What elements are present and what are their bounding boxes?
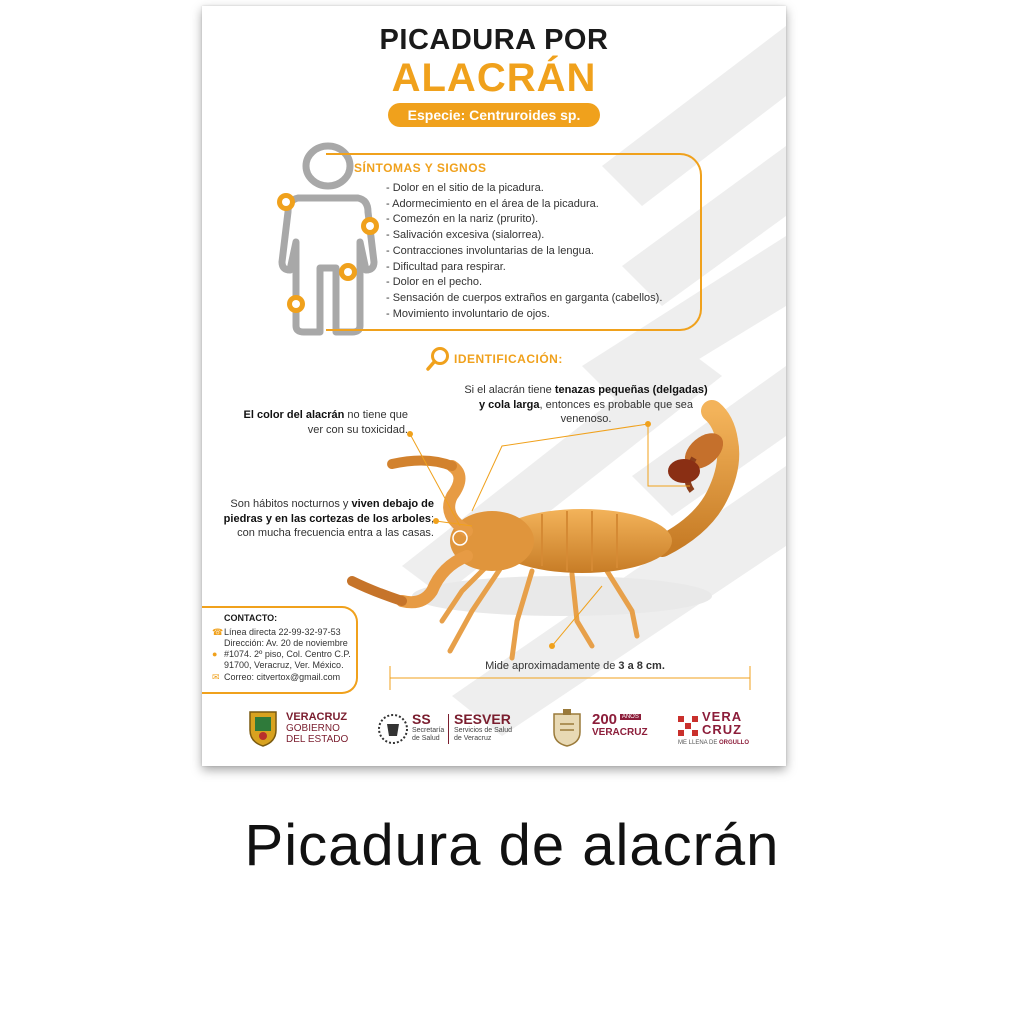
caption: Picadura de alacrán xyxy=(244,813,780,878)
veracruz-brand-line1: VERA xyxy=(702,709,743,724)
note-color-text: no tiene que ver con su toxicidad. xyxy=(307,409,408,436)
veracruz-tagline xyxy=(678,740,749,747)
veracruz-pattern-icon xyxy=(676,714,700,738)
note-color-bold: El color del alacrán xyxy=(243,409,345,421)
symptom-item: - Comezón en la nariz (prurito). xyxy=(386,213,539,226)
size-note-pre: Mide aproximadamente de xyxy=(485,660,619,672)
note-habits-pre: Son hábitos nocturnos y xyxy=(230,498,352,510)
identification-title: IDENTIFICACIÓN: xyxy=(454,352,563,366)
anniversary-word: AÑOS xyxy=(621,714,639,720)
phone-icon: ☎ xyxy=(212,627,224,637)
anniversary-number: 200 xyxy=(592,711,618,728)
sesver-logo-title: SESVER xyxy=(454,711,511,727)
note-tail-bold: tenazas pequeñas (delgadas) y cola larga xyxy=(478,384,708,411)
note-habits-post: ; con mucha frecuencia entra a las casas. xyxy=(237,512,434,539)
symptom-item: - Contracciones involuntarias de la lengua. xyxy=(386,244,594,257)
anniversary-logo xyxy=(592,712,648,738)
size-note xyxy=(402,660,748,672)
contact-address-3: 91700, Veracruz, Ver. México. xyxy=(224,660,344,670)
contact-email: Correo: citvertox@gmail.com xyxy=(224,672,341,682)
symptom-item: - Dificultad para respirar. xyxy=(386,260,506,273)
gov-logo-line2: GOBIERNO xyxy=(286,723,340,734)
note-tail-post: , entonces es probable que sea venenoso. xyxy=(539,398,694,425)
symptom-item: - Adormecimiento en el área de la picadura. xyxy=(386,197,599,210)
ss-eagle-emblem-icon xyxy=(378,712,408,746)
note-habits-bold: viven debajo de piedras y en las cortezas de los arboles xyxy=(223,498,434,525)
veracruz-coat-of-arms-icon xyxy=(246,708,280,748)
veracruz-brand-logo xyxy=(702,710,742,736)
symptom-item: - Movimiento involuntario de ojos. xyxy=(386,307,550,320)
gov-logo-text xyxy=(286,712,348,745)
ss-logo xyxy=(412,712,444,743)
location-pin-icon: ● xyxy=(212,649,218,659)
gov-logo-line3: DEL ESTADO xyxy=(286,734,349,745)
poster xyxy=(202,6,786,766)
gov-logo-line1: VERACRUZ xyxy=(286,711,348,723)
symptoms-title: SÍNTOMAS Y SIGNOS xyxy=(354,161,487,175)
size-note-bold: 3 a 8 cm. xyxy=(618,660,665,672)
note-habits xyxy=(206,497,434,541)
sesver-logo-sub2: de Veracruz xyxy=(454,735,492,742)
ss-logo-sub2: de Salud xyxy=(412,735,440,742)
veracruz-tagline-pre: ME LLENA DE xyxy=(678,740,720,746)
contact-address-1: Dirección: Av. 20 de noviembre xyxy=(224,638,348,648)
title-line-2: ALACRÁN xyxy=(391,56,597,100)
veracruz-brand-line2: CRUZ xyxy=(702,722,743,737)
title-line-1: PICADURA POR xyxy=(379,24,609,56)
ss-logo-title: SS xyxy=(412,711,431,727)
symptom-item: - Sensación de cuerpos extraños en garganta (cabellos). xyxy=(386,291,663,304)
contact-address-2: #1074. 2º piso, Col. Centro C.P. xyxy=(224,649,351,659)
contact-title: CONTACTO: xyxy=(224,613,278,623)
species-badge: Especie: Centruroides sp. xyxy=(388,103,600,127)
note-tail xyxy=(460,383,712,427)
symptom-item: - Dolor en el sitio de la picadura. xyxy=(386,182,544,194)
logo-divider xyxy=(448,714,449,744)
email-icon: ✉ xyxy=(212,672,220,682)
sesver-logo-sub1: Servicios de Salud xyxy=(454,727,512,734)
symptom-item: - Dolor en el pecho. xyxy=(386,276,482,289)
veracruz-tagline-bold: ORGULLO xyxy=(719,740,750,746)
contact-phone: Línea directa 22-99-32-97-53 xyxy=(224,627,341,637)
sesver-logo xyxy=(454,712,512,743)
note-tail-pre: Si el alacrán tiene xyxy=(464,384,555,396)
symptom-item: - Salivación excesiva (sialorrea). xyxy=(386,229,545,242)
anniversary-state: VERACRUZ xyxy=(592,727,648,738)
veracruz-seal-icon xyxy=(550,708,584,748)
note-color xyxy=(240,408,408,437)
ss-logo-sub1: Secretaría xyxy=(412,727,445,734)
